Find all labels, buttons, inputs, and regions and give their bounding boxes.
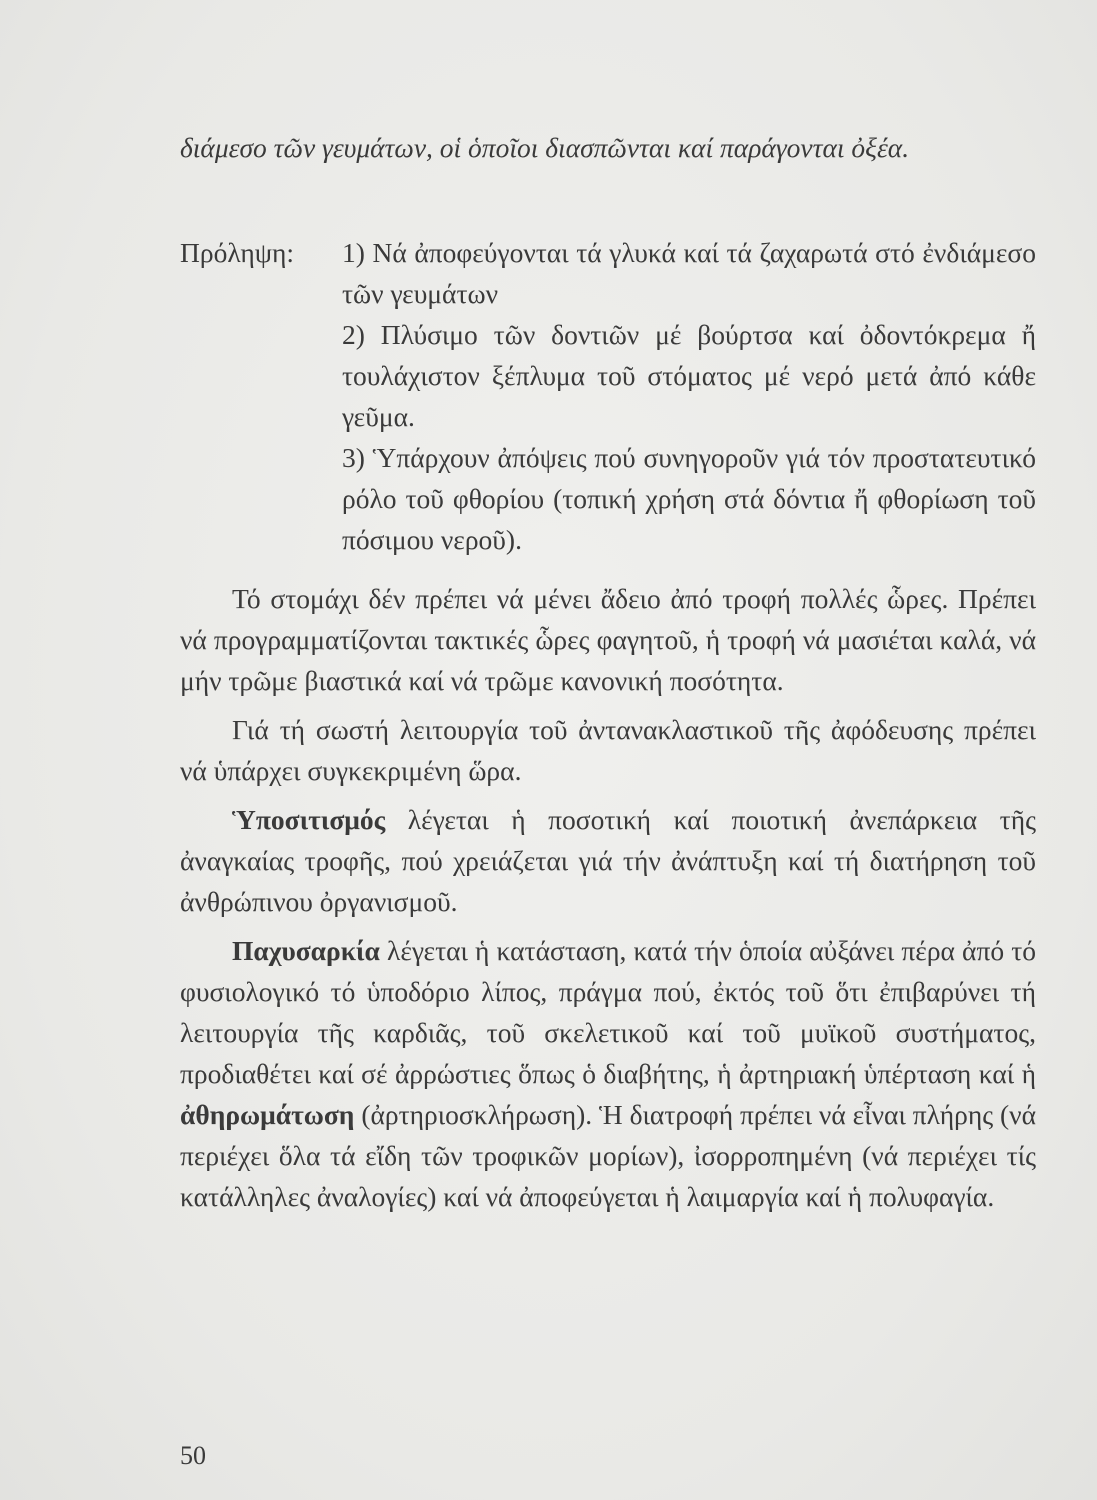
paragraph-defecation: Γιά τή σωστή λειτουργία τοῦ ἀντανακλαστικοῦ τῆς ἀφόδευσης πρέπει νά ὑπάρχει συγκεκριμένη ὥρα. <box>180 714 1036 786</box>
prevention-item-2: 2) Πλύσιμο τῶν δοντιῶν μέ βούρτσα καί ὀδοντόκρεμα ἤ τουλάχιστον ξέπλυμα τοῦ στόματος μέ νερό μετά ἀπό κάθε γεῦμα. <box>342 319 1036 432</box>
body-paragraphs <box>180 578 1036 1217</box>
obesity-definition: λέγεται ἡ κατάσταση, κατά τήν ὁποία αὐξάνει πέρα ἀπό τό φυσιολογικό τό ὑποδόριο λίπος, πράγμα πού, ἐκτός τοῦ ὅτι ἐπιβαρύνει τή λειτουργία τῆς καρδιᾶς, τοῦ σκελετικοῦ καί τοῦ μυϊκοῦ συστήματος, προδιαθέτει καί σέ ἀρρώστιες ὅπως ὁ διαβήτης, ἡ ἀρτηριακή ὑπέρταση καί ἡ <box>180 935 1036 1089</box>
prevention-item-1: 1) Νά ἀποφεύγονται τά γλυκά καί τά ζαχαρωτά στό ἐνδιάμεσο τῶν γευμάτων <box>342 237 1036 309</box>
malnutrition-definition: λέγεται ἡ ποσοτική καί ποιοτική ἀνεπάρκεια τῆς ἀναγκαίας τροφῆς, πού χρειάζεται γιά τήν ἀνάπτυξη καί τή διατήρηση τοῦ ἀνθρώπινου ὀργανισμοῦ. <box>180 804 1036 917</box>
term-obesity: Παχυσαρκία <box>232 935 380 966</box>
term-atheromatosis: ἀθηρωμάτωση <box>180 1099 355 1130</box>
prevention-item-3: 3) Ὑπάρχουν ἀπόψεις πού συνηγοροῦν γιά τόν προστατευτικό ρόλο τοῦ φθορίου (τοπική χρήση στά δόντια ἤ φθορίωση τοῦ πόσιμου νεροῦ). <box>342 442 1036 555</box>
intro-text <box>180 127 1036 168</box>
intro-sentence: διάμεσο τῶν γευμάτων, οἱ ὁποῖοι διασπῶνται καί παράγονται ὀξέα. <box>180 132 910 163</box>
paragraph-obesity <box>180 930 1036 1217</box>
prevention-label: Πρόληψη: <box>180 237 295 268</box>
prevention-list <box>342 232 1036 560</box>
obesity-definition-continued: (ἀρτηριοσκλήρωση). Ἡ διατροφή πρέπει νά εἶναι πλήρης (νά περιέχει ὅλα τά εἴδη τῶν τροφικῶν μορίων), ἰσορροπημένη (νά περιέχει τίς κατάλληλες ἀναλογίες) καί νά ἀποφεύγεται ἡ λαιμαργία καί ἡ πολυφαγία. <box>180 1099 1036 1212</box>
paragraph-stomach: Τό στομάχι δέν πρέπει νά μένει ἄδειο ἀπό τροφή πολλές ὧρες. Πρέπει νά προγραμματίζονται τακτικές ὧρες φαγητοῦ, ἡ τροφή νά μασιέται καλά, νά μήν τρῶμε βιαστικά καί νά τρῶμε κανονική ποσότητα. <box>180 583 1036 696</box>
term-malnutrition: Ὑποσιτισμός <box>232 804 386 835</box>
paragraph-malnutrition <box>180 799 1036 922</box>
page-number: 50 <box>180 1441 206 1470</box>
